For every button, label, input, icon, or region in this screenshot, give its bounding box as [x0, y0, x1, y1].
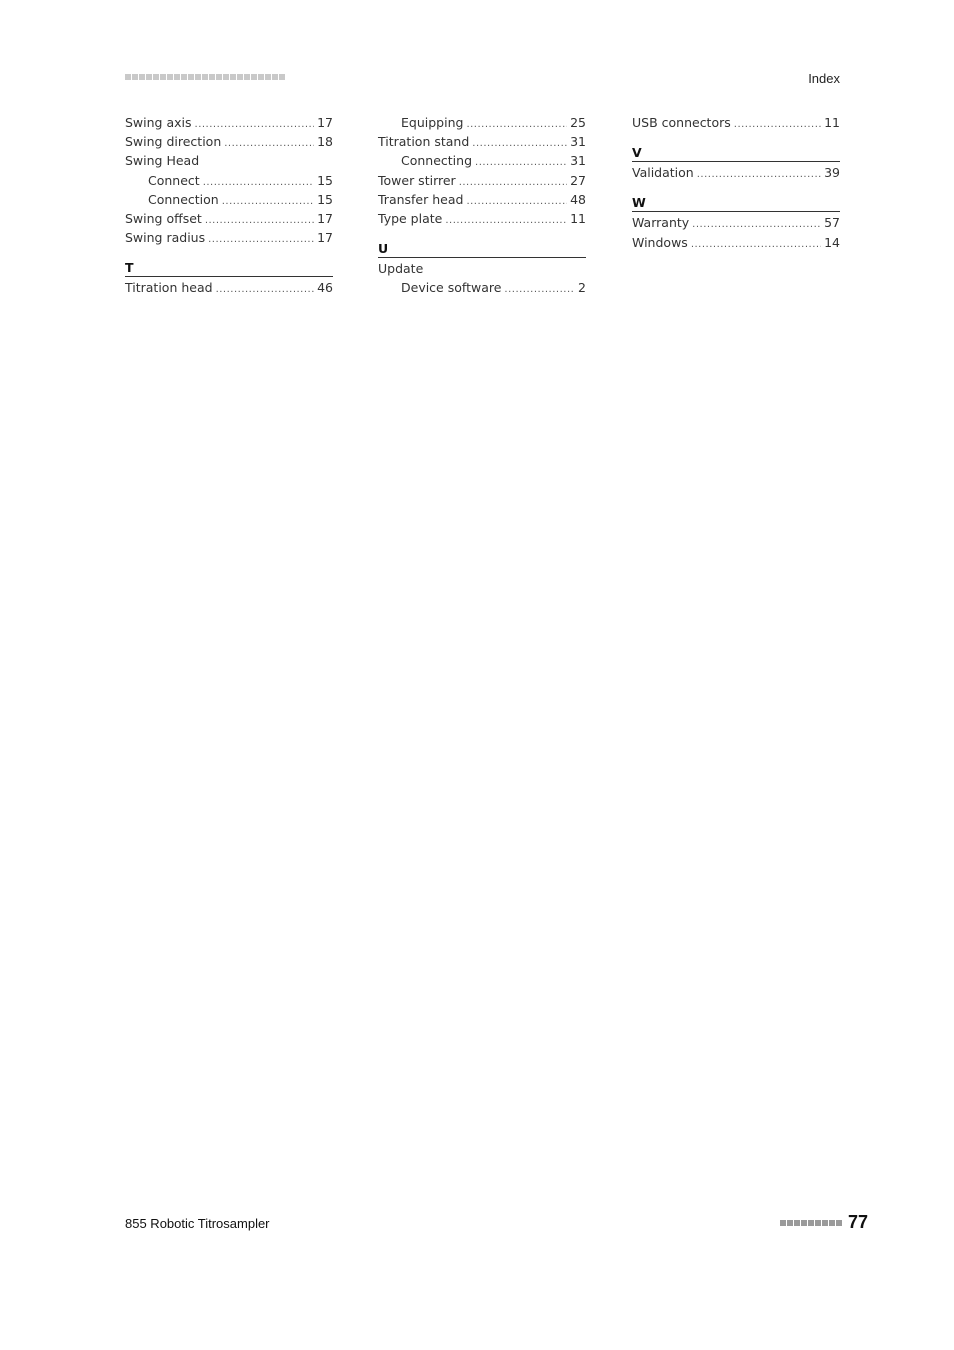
index-entry: [125, 278, 333, 297]
index-entry-heading: [125, 151, 333, 170]
index-letter-heading: W: [632, 194, 840, 212]
index-term: Connect: [148, 172, 200, 188]
index-letter-heading: T: [125, 259, 333, 277]
index-subentry: [378, 113, 586, 132]
index-term: Connection: [148, 191, 219, 207]
index-entry: [378, 190, 586, 209]
index-term: Swing Head: [125, 153, 200, 169]
index-page: 31: [570, 134, 586, 150]
header-decoration: [125, 74, 285, 82]
index-term: Swing axis: [125, 115, 192, 130]
index-page: 11: [824, 115, 840, 130]
index-term: Swing radius: [125, 230, 206, 246]
index-entry: [378, 171, 586, 190]
index-page: 57: [824, 215, 840, 231]
index-term: Swing offset: [125, 210, 202, 226]
index-entry: [125, 113, 333, 132]
index-letter-heading: U: [378, 240, 586, 258]
index-column-1: [125, 113, 333, 298]
footer-product-name: 855 Robotic Titrosampler: [125, 1216, 270, 1231]
page-header-title: Index: [808, 71, 840, 86]
index-entry: [125, 209, 333, 228]
index-term: USB connectors: [632, 115, 731, 130]
index-page: 15: [317, 172, 333, 188]
index-page: 39: [824, 165, 840, 181]
footer-decoration: [780, 1220, 842, 1226]
index-subentry: [378, 278, 586, 297]
index-letter-heading: V: [632, 144, 840, 162]
index-term: Tower stirrer: [378, 172, 456, 188]
index-page: 17: [317, 210, 333, 226]
index-term: Update: [378, 261, 424, 277]
index-page: 17: [317, 115, 333, 130]
index-page: 14: [824, 234, 840, 250]
index-page: 18: [317, 134, 333, 150]
index-entry: [632, 233, 840, 252]
index-entry: [125, 228, 333, 247]
index-page: 11: [570, 210, 586, 226]
index-page: 31: [570, 153, 586, 169]
footer-page-indicator: [780, 1212, 868, 1233]
index-page: 17: [317, 230, 333, 246]
index-entry: [632, 163, 840, 182]
index-subentry: [125, 171, 333, 190]
index-term: Titration head: [125, 280, 213, 296]
index-term: Windows: [632, 234, 688, 250]
index-entry-heading: [378, 259, 586, 278]
index-subentry: [378, 151, 586, 170]
index-page: 2: [578, 280, 586, 296]
index-entry: [632, 213, 840, 232]
index-page: 27: [570, 172, 586, 188]
index-term: Validation: [632, 165, 694, 181]
index-term: Device software: [401, 280, 502, 296]
index-column-3: [632, 113, 840, 252]
index-entry: [632, 113, 840, 132]
index-term: Warranty: [632, 215, 690, 231]
index-term: Transfer head: [378, 191, 464, 207]
index-entry: [378, 132, 586, 151]
index-entry: [125, 132, 333, 151]
index-entry: [378, 209, 586, 228]
index-page: 25: [570, 115, 586, 130]
index-page: 15: [317, 191, 333, 207]
page-number: 77: [847, 1212, 868, 1232]
index-term: Type plate: [378, 210, 443, 226]
index-column-2: [378, 113, 586, 298]
index-page: 46: [317, 280, 333, 296]
index-term: Equipping: [401, 115, 464, 130]
index-page: 48: [570, 191, 586, 207]
index-term: Connecting: [401, 153, 473, 169]
index-term: Swing direction: [125, 134, 222, 150]
index-subentry: [125, 190, 333, 209]
index-term: Titration stand: [378, 134, 470, 150]
